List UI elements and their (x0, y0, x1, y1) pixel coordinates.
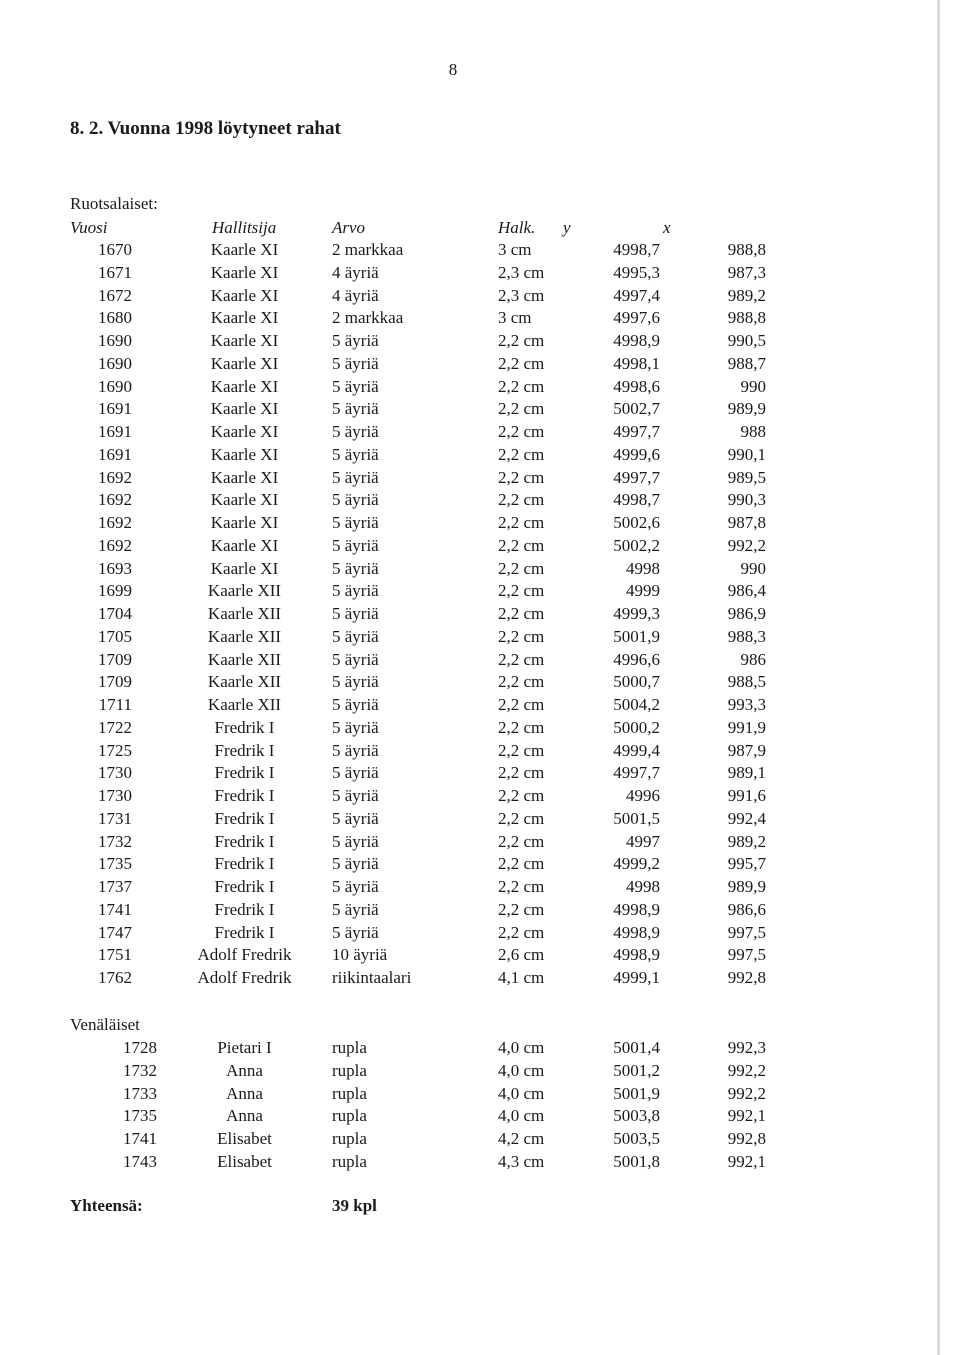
x-cell: 989,1 (727, 763, 766, 783)
header-size: Halk. (498, 218, 536, 237)
y-cell: 5001,9 (613, 626, 660, 646)
x-cell: 992,4 (727, 808, 766, 828)
size-cell: 2,2 cm (498, 808, 545, 828)
year-cell: 1741 (123, 1129, 157, 1149)
table-row (0, 330, 900, 352)
value-cell: 4 äyriä (332, 262, 379, 282)
size-cell: 2,2 cm (498, 604, 545, 623)
table-row (0, 922, 900, 944)
ruler-cell: Elisabet (217, 1129, 272, 1149)
russian-section-label: Venäläiset (70, 1015, 140, 1034)
year-cell: 1672 (98, 285, 132, 305)
year-cell: 1699 (98, 581, 132, 601)
value-cell: 5 äyriä (332, 786, 379, 805)
year-cell: 1741 (98, 899, 132, 919)
table-row (0, 421, 900, 443)
y-cell: 4998,7 (613, 240, 660, 259)
y-cell: 4998,9 (613, 899, 660, 919)
table-row (0, 489, 900, 511)
x-cell: 991,9 (727, 717, 766, 737)
table-row (0, 376, 900, 398)
year-cell: 1705 (98, 626, 132, 646)
year-cell: 1737 (98, 877, 132, 896)
y-cell: 5001,8 (613, 1152, 660, 1171)
header-ruler: Hallitsija (212, 218, 277, 237)
table-row (0, 1151, 900, 1173)
y-cell: 4997,6 (613, 308, 660, 328)
y-cell: 5002,7 (613, 399, 660, 419)
year-cell: 1743 (123, 1152, 157, 1171)
ruler-cell: Kaarle XI (210, 444, 279, 464)
size-cell: 4,1 cm (498, 968, 545, 987)
y-cell: 4996 (626, 786, 660, 805)
ruler-cell: Kaarle XII (207, 626, 282, 646)
x-cell: 993,3 (727, 695, 766, 714)
size-cell: 2,2 cm (498, 376, 545, 396)
ruler-cell: Fredrik I (214, 922, 275, 942)
year-cell: 1747 (98, 922, 132, 942)
ruler-cell: Fredrik I (214, 786, 275, 805)
value-cell: rupla (332, 1106, 367, 1126)
x-cell: 987,3 (727, 262, 766, 282)
x-cell: 997,5 (727, 922, 766, 942)
year-cell: 1730 (98, 763, 132, 783)
value-cell: 5 äyriä (332, 854, 379, 874)
value-cell: 5 äyriä (332, 695, 379, 714)
value-cell: 4 äyriä (332, 285, 379, 305)
ruler-cell: Adolf Fredrik (197, 968, 292, 987)
ruler-cell: Fredrik I (214, 899, 275, 919)
ruler-cell: Fredrik I (214, 877, 275, 896)
table-row (0, 262, 900, 284)
x-cell: 986,4 (727, 581, 766, 601)
table-row (0, 626, 900, 648)
x-cell: 990,1 (727, 444, 766, 464)
y-cell: 4998,9 (613, 922, 660, 942)
year-cell: 1735 (123, 1106, 157, 1126)
year-cell: 1692 (98, 467, 132, 487)
value-cell: rupla (332, 1129, 367, 1149)
ruler-cell: Kaarle XI (210, 308, 279, 328)
value-cell: 5 äyriä (332, 376, 379, 396)
y-cell: 4999 (626, 581, 660, 601)
total-value: 39 kpl (332, 1196, 377, 1215)
size-cell: 2,2 cm (498, 331, 545, 350)
y-cell: 4997 (626, 831, 660, 851)
x-cell: 992,3 (727, 1038, 766, 1057)
ruler-cell: Kaarle XI (210, 467, 279, 487)
value-cell: 10 äyriä (332, 945, 388, 965)
ruler-cell: Fredrik I (214, 854, 275, 874)
table-row (0, 603, 900, 625)
value-cell: 5 äyriä (332, 444, 379, 464)
year-cell: 1691 (98, 444, 132, 464)
y-cell: 4999,6 (613, 444, 660, 464)
size-cell: 2,2 cm (498, 490, 545, 510)
size-cell: 2,3 cm (498, 262, 545, 282)
size-cell: 2,2 cm (498, 740, 545, 760)
table-row (0, 717, 900, 739)
value-cell: 5 äyriä (332, 649, 379, 669)
year-cell: 1680 (98, 308, 132, 328)
ruler-cell: Kaarle XI (210, 535, 279, 555)
header-y: y (563, 218, 571, 237)
y-cell: 4995,3 (613, 262, 660, 282)
value-cell: rupla (332, 1152, 367, 1171)
size-cell: 2,2 cm (498, 786, 545, 805)
size-cell: 4,0 cm (498, 1038, 545, 1057)
table-row (0, 944, 900, 966)
x-cell: 989,9 (727, 399, 766, 419)
ruler-cell: Elisabet (217, 1152, 272, 1171)
ruler-cell: Kaarle XII (207, 672, 282, 692)
table-row (0, 580, 900, 602)
y-cell: 4999,2 (613, 854, 660, 874)
header-x: x (663, 218, 671, 237)
y-cell: 4998,7 (613, 490, 660, 510)
y-cell: 5001,2 (613, 1060, 660, 1080)
year-cell: 1709 (98, 649, 132, 669)
table-row (0, 876, 900, 898)
table-row (0, 785, 900, 807)
y-cell: 5003,8 (613, 1106, 660, 1126)
table-row (0, 808, 900, 830)
x-cell: 990 (740, 376, 766, 396)
table-row (0, 535, 900, 557)
year-cell: 1690 (98, 376, 132, 396)
ruler-cell: Anna (226, 1060, 263, 1080)
x-cell: 992,8 (727, 1129, 766, 1149)
x-cell: 992,8 (727, 968, 766, 987)
x-cell: 988,5 (727, 672, 766, 692)
size-cell: 2,2 cm (498, 626, 545, 646)
table-row (0, 239, 900, 261)
value-cell: 5 äyriä (332, 626, 379, 646)
y-cell: 4999,4 (613, 740, 660, 760)
x-cell: 992,1 (727, 1152, 766, 1171)
year-cell: 1735 (98, 854, 132, 874)
value-cell: 5 äyriä (332, 831, 379, 851)
page-edge-line (937, 0, 940, 1355)
value-cell: rupla (332, 1083, 367, 1103)
size-cell: 2,2 cm (498, 581, 545, 601)
size-cell: 2,2 cm (498, 763, 545, 783)
year-cell: 1692 (98, 535, 132, 555)
x-cell: 992,2 (727, 1060, 766, 1080)
year-cell: 1730 (98, 786, 132, 805)
ruler-cell: Kaarle XI (210, 353, 279, 373)
table-row (0, 671, 900, 693)
table-row (0, 899, 900, 921)
x-cell: 992,1 (727, 1106, 766, 1126)
ruler-cell: Fredrik I (214, 808, 275, 828)
year-cell: 1690 (98, 331, 132, 350)
value-cell: 5 äyriä (332, 877, 379, 896)
year-cell: 1733 (123, 1083, 157, 1103)
year-cell: 1725 (98, 740, 132, 760)
x-cell: 986 (740, 649, 766, 669)
year-cell: 1671 (98, 262, 132, 282)
y-cell: 4998,6 (613, 376, 660, 396)
ruler-cell: Anna (226, 1083, 263, 1103)
year-cell: 1692 (98, 490, 132, 510)
x-cell: 990,3 (727, 490, 766, 510)
value-cell: 5 äyriä (332, 558, 379, 578)
year-cell: 1762 (98, 968, 132, 987)
x-cell: 986,9 (727, 604, 766, 623)
section-title: 8. 2. Vuonna 1998 löytyneet rahat (70, 118, 341, 139)
ruler-cell: Kaarle XII (207, 695, 282, 714)
table-row (0, 307, 900, 329)
value-cell: 5 äyriä (332, 399, 379, 419)
year-cell: 1691 (98, 399, 132, 419)
ruler-cell: Fredrik I (214, 831, 275, 851)
value-cell: 2 markkaa (332, 240, 404, 259)
y-cell: 4996,6 (613, 649, 660, 669)
x-cell: 989,5 (727, 467, 766, 487)
x-cell: 990 (740, 558, 766, 578)
ruler-cell: Kaarle XI (210, 240, 279, 259)
size-cell: 2,2 cm (498, 399, 545, 419)
size-cell: 2,2 cm (498, 535, 545, 555)
year-cell: 1709 (98, 672, 132, 692)
ruler-cell: Kaarle XII (207, 581, 282, 601)
table-row (0, 558, 900, 580)
ruler-cell: Fredrik I (214, 763, 275, 783)
year-cell: 1693 (98, 558, 132, 578)
x-cell: 990,5 (727, 331, 766, 350)
y-cell: 4997,4 (613, 285, 660, 305)
year-cell: 1692 (98, 513, 132, 532)
y-cell: 5003,5 (613, 1129, 660, 1149)
ruler-cell: Kaarle XI (210, 262, 279, 282)
ruler-cell: Fredrik I (214, 740, 275, 760)
value-cell: 5 äyriä (332, 740, 379, 760)
ruler-cell: Kaarle XII (207, 604, 282, 623)
x-cell: 989,2 (727, 285, 766, 305)
size-cell: 4,0 cm (498, 1083, 545, 1103)
table-row (0, 444, 900, 466)
value-cell: 5 äyriä (332, 808, 379, 828)
table-row (0, 398, 900, 420)
value-cell: 5 äyriä (332, 513, 379, 532)
table-row (0, 285, 900, 307)
y-cell: 5004,2 (613, 695, 660, 714)
year-cell: 1690 (98, 353, 132, 373)
size-cell: 2,2 cm (498, 831, 545, 851)
size-cell: 2,2 cm (498, 444, 545, 464)
x-cell: 992,2 (727, 535, 766, 555)
value-cell: 5 äyriä (332, 717, 379, 737)
page-number: 8 (448, 60, 458, 79)
y-cell: 4997,7 (613, 467, 660, 487)
x-cell: 989,2 (727, 831, 766, 851)
x-cell: 988,3 (727, 626, 766, 646)
size-cell: 2,2 cm (498, 649, 545, 669)
table-row (0, 467, 900, 489)
ruler-cell: Kaarle XI (210, 490, 279, 510)
year-cell: 1704 (98, 604, 132, 623)
year-cell: 1722 (98, 717, 132, 737)
size-cell: 2,2 cm (498, 513, 545, 532)
x-cell: 986,6 (727, 899, 766, 919)
size-cell: 4,3 cm (498, 1152, 545, 1171)
year-cell: 1732 (98, 831, 132, 851)
value-cell: rupla (332, 1038, 367, 1057)
table-row (0, 740, 900, 762)
y-cell: 4998 (626, 558, 660, 578)
table-row (0, 762, 900, 784)
year-cell: 1728 (123, 1038, 157, 1057)
x-cell: 995,7 (727, 854, 766, 874)
y-cell: 5002,2 (613, 535, 660, 555)
size-cell: 2,6 cm (498, 945, 545, 965)
value-cell: rupla (332, 1060, 367, 1080)
y-cell: 4998,9 (613, 945, 660, 965)
value-cell: 5 äyriä (332, 672, 379, 692)
y-cell: 4997,7 (613, 763, 660, 783)
x-cell: 988 (740, 422, 766, 441)
value-cell: riikintaalari (332, 968, 412, 987)
y-cell: 5001,4 (613, 1038, 660, 1057)
table-row (0, 831, 900, 853)
size-cell: 2,2 cm (498, 717, 545, 737)
value-cell: 5 äyriä (332, 422, 379, 441)
size-cell: 2,3 cm (498, 285, 545, 305)
table-row (0, 853, 900, 875)
x-cell: 987,9 (727, 740, 766, 760)
ruler-cell: Kaarle XI (210, 399, 279, 419)
value-cell: 2 markkaa (332, 308, 404, 328)
ruler-cell: Kaarle XI (210, 331, 279, 350)
size-cell: 2,2 cm (498, 558, 545, 578)
size-cell: 2,2 cm (498, 467, 545, 487)
size-cell: 3 cm (498, 240, 532, 259)
size-cell: 2,2 cm (498, 672, 545, 692)
value-cell: 5 äyriä (332, 535, 379, 555)
size-cell: 4,0 cm (498, 1060, 545, 1080)
x-cell: 991,6 (727, 786, 766, 805)
y-cell: 5001,5 (613, 808, 660, 828)
y-cell: 4997,7 (613, 422, 660, 441)
table-row (0, 967, 900, 989)
ruler-cell: Kaarle XI (210, 285, 279, 305)
table-row (0, 649, 900, 671)
size-cell: 2,2 cm (498, 353, 545, 373)
x-cell: 988,8 (727, 240, 766, 259)
size-cell: 2,2 cm (498, 877, 545, 896)
x-cell: 988,8 (727, 308, 766, 328)
table-row (0, 1105, 900, 1127)
value-cell: 5 äyriä (332, 331, 379, 350)
table-row (0, 1037, 900, 1059)
year-cell: 1732 (123, 1060, 157, 1080)
table-row (0, 1083, 900, 1105)
table-header (0, 217, 900, 239)
size-cell: 2,2 cm (498, 899, 545, 919)
size-cell: 2,2 cm (498, 695, 545, 714)
x-cell: 992,2 (727, 1083, 766, 1103)
ruler-cell: Kaarle XI (210, 513, 279, 532)
ruler-cell: Fredrik I (214, 717, 275, 737)
ruler-cell: Kaarle XI (210, 422, 279, 441)
value-cell: 5 äyriä (332, 922, 379, 942)
table-row (0, 694, 900, 716)
table-row (0, 512, 900, 534)
ruler-cell: Anna (226, 1106, 263, 1126)
y-cell: 5001,9 (613, 1083, 660, 1103)
x-cell: 997,5 (727, 945, 766, 965)
value-cell: 5 äyriä (332, 353, 379, 373)
header-year: Vuosi (70, 218, 108, 237)
size-cell: 2,2 cm (498, 922, 545, 942)
value-cell: 5 äyriä (332, 899, 379, 919)
y-cell: 4999,3 (613, 604, 660, 623)
y-cell: 5000,2 (613, 717, 660, 737)
value-cell: 5 äyriä (332, 763, 379, 783)
size-cell: 4,2 cm (498, 1129, 545, 1149)
x-cell: 987,8 (727, 513, 766, 532)
size-cell: 4,0 cm (498, 1106, 545, 1126)
y-cell: 4998,1 (613, 353, 660, 373)
value-cell: 5 äyriä (332, 467, 379, 487)
x-cell: 989,9 (727, 877, 766, 896)
size-cell: 2,2 cm (498, 422, 545, 441)
year-cell: 1670 (98, 240, 132, 259)
x-cell: 988,7 (727, 353, 766, 373)
y-cell: 4999,1 (613, 968, 660, 987)
value-cell: 5 äyriä (332, 604, 379, 623)
year-cell: 1731 (98, 808, 132, 828)
y-cell: 5000,7 (613, 672, 660, 692)
year-cell: 1691 (98, 422, 132, 441)
ruler-cell: Kaarle XI (210, 376, 279, 396)
ruler-cell: Pietari I (217, 1038, 272, 1057)
header-value: Arvo (332, 218, 366, 237)
y-cell: 4998 (626, 877, 660, 896)
value-cell: 5 äyriä (332, 581, 379, 601)
year-cell: 1711 (98, 695, 132, 714)
size-cell: 3 cm (498, 308, 532, 328)
table-row (0, 1060, 900, 1082)
table-row (0, 1128, 900, 1150)
total-label: Yhteensä: (70, 1196, 143, 1215)
table-row (0, 353, 900, 375)
ruler-cell: Kaarle XI (210, 558, 279, 578)
swedish-section-label: Ruotsalaiset: (70, 194, 158, 213)
value-cell: 5 äyriä (332, 490, 379, 510)
size-cell: 2,2 cm (498, 854, 545, 874)
y-cell: 5002,6 (613, 513, 660, 532)
ruler-cell: Kaarle XII (207, 649, 282, 669)
y-cell: 4998,9 (613, 331, 660, 350)
year-cell: 1751 (98, 945, 132, 965)
ruler-cell: Adolf Fredrik (197, 945, 292, 965)
